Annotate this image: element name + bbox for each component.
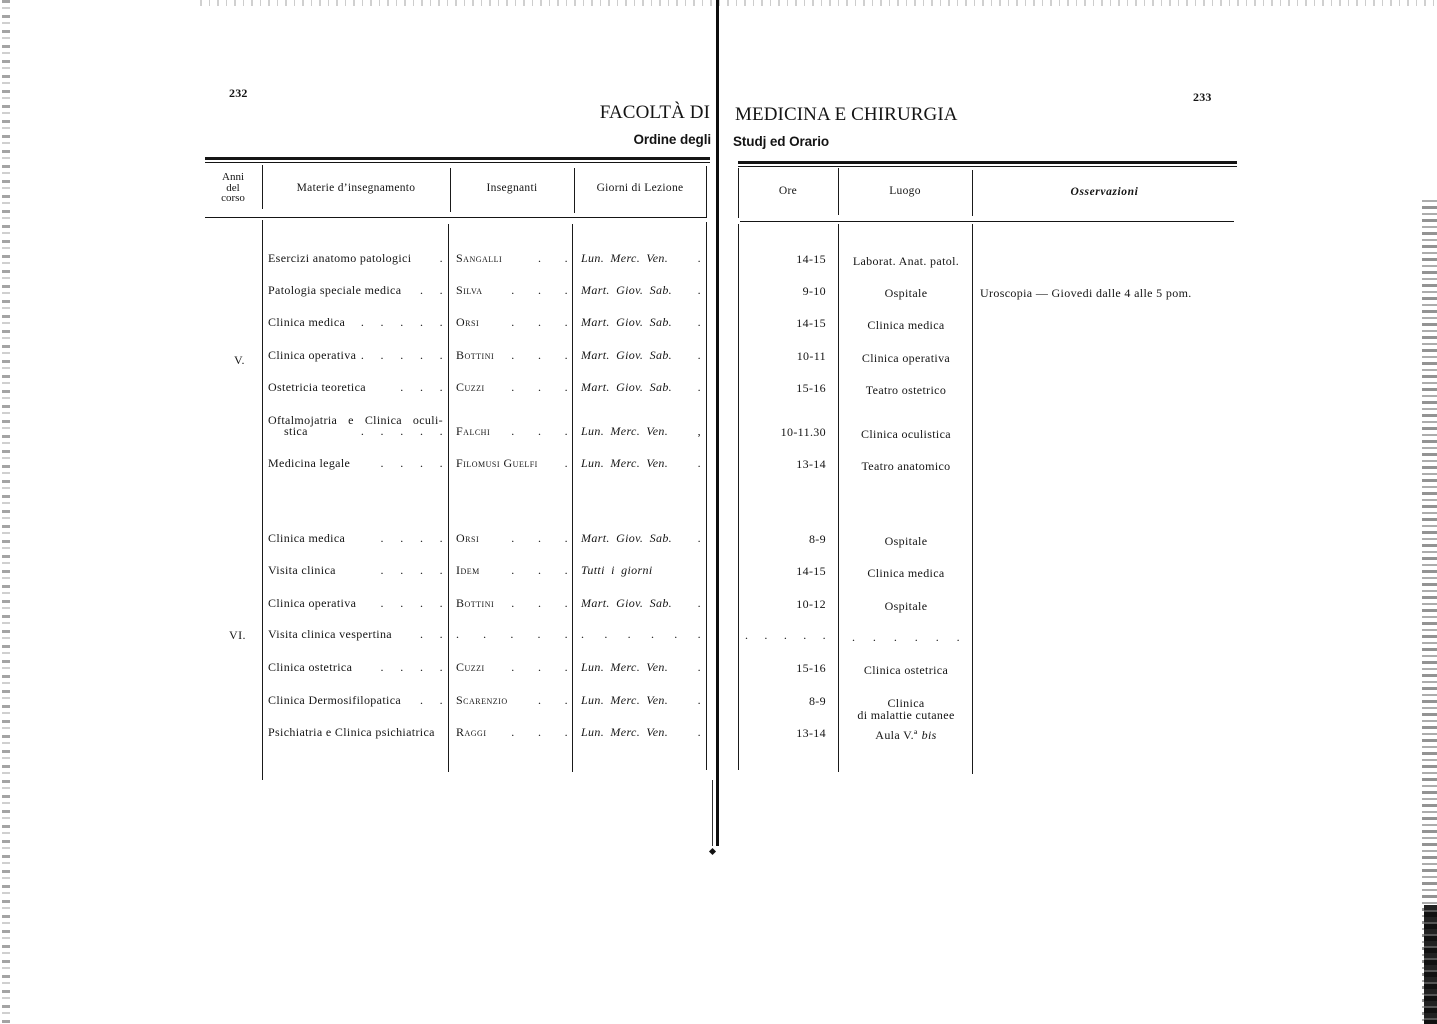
lesson-hours: 14-15 [796,564,826,578]
dot-leader: . . . . . [360,424,443,438]
dot-leader: . [697,283,701,297]
page-subtitle-left: Ordine degli [633,132,711,147]
teacher-name: Idem [456,563,480,577]
lesson-days: Mart. Giov. Sab. [581,380,673,394]
subject-label: Visita clinica [268,563,336,577]
teacher-cell [456,314,568,330]
dot-leader: . . . [400,380,443,394]
subject-cell [268,562,443,578]
hours-cell [745,283,826,299]
subject-label: Clinica operativa [268,348,357,362]
header-subject: Materie d’insegnamento [296,182,416,194]
dot-leader: . [697,456,701,470]
lesson-hours: 8-9 [808,694,826,708]
dot-leader: . [697,251,701,265]
subject-cell [268,455,443,471]
lesson-place: Clinica oculistica [861,427,951,441]
subject-cell [268,314,443,330]
teacher-name: Scarenzio [456,693,508,707]
place-cell [840,253,972,269]
hours-cell [745,348,826,364]
dot-leader: . . . . [380,563,443,577]
header-days: Giorni di Lezione [596,182,684,194]
dot-leader: . . . [511,531,568,545]
lesson-hours: 9-10 [802,284,826,298]
teacher-name: Raggi [456,725,487,739]
lesson-days: Tutti i giorni [581,563,653,577]
lesson-place: Ospitale [884,599,928,613]
lesson-days: Lun. Merc. Ven. [581,660,669,674]
dot-leader: . . . . [380,596,443,610]
lesson-place: Clinica medica [867,566,945,580]
dot-leader: . . . [511,283,568,297]
subject-label: Medicina legale [268,456,351,470]
place-cell [840,533,972,549]
hours-cell [745,725,826,741]
teacher-cell [456,347,568,363]
hours-cell [745,563,826,579]
place-cell [840,285,972,301]
dot-leader: . . [419,283,443,297]
lesson-days: Lun. Merc. Ven. [581,693,669,707]
lesson-hours: 13-14 [796,726,826,740]
teacher-name: Orsi [456,315,480,329]
dot-leader: . [697,380,701,394]
page-number-right: 233 [1193,90,1212,104]
lesson-days-cell [581,250,701,266]
subject-label: Ostetricia teoretica [268,380,366,394]
lesson-days: Mart. Giov. Sab. [581,348,673,362]
subject-label: Patologia speciale medica [268,283,402,297]
lesson-place: Ospitale [884,286,928,300]
hours-cell [745,596,826,612]
lesson-days: Mart. Giov. Sab. [581,531,673,545]
dot-leader: . . . [511,380,568,394]
subject-cell [268,250,443,266]
lesson-days: Mart. Giov. Sab. [581,596,673,610]
dot-leader: . . . . . [745,628,826,642]
dot-leader: . . . [511,596,568,610]
lesson-days: Lun. Merc. Ven. [581,424,669,438]
dot-leader: . [697,531,701,545]
dot-leader: . . . [511,348,568,362]
lesson-days-cell [581,455,701,471]
lesson-days: Mart. Giov. Sab. [581,315,673,329]
lesson-days-cell [581,659,701,675]
lesson-hours: 8-9 [808,532,826,546]
subject-label: Esercizi anatomo patologici [268,251,412,265]
lesson-days-cell [581,379,701,395]
dot-leader: . [439,251,443,265]
lesson-days-cell [581,282,701,298]
subject-label: Clinica medica [268,315,346,329]
lesson-days: Mart. Giov. Sab. [581,283,673,297]
hours-cell [745,380,826,396]
lesson-days-cell [581,562,701,578]
teacher-name: Cuzzi [456,660,485,674]
header-year-line: Anni [222,171,244,183]
dot-leader: . . . . [380,660,443,674]
year-of-course-label: V. [234,353,245,367]
notes-text: Uroscopia — Giovedi dalle 4 alle 5 pom. [980,286,1192,300]
teacher-cell [456,530,568,546]
place-cell [840,458,972,474]
subject-label: Clinica ostetrica [268,660,353,674]
place-cell [840,317,972,333]
dot-leader: . [697,315,701,329]
hours-cell [745,251,826,267]
lesson-days-cell [581,724,701,740]
header-place: Luogo [889,185,921,197]
teacher-cell [456,282,568,298]
page-subtitle-right: Studj ed Orario [733,134,830,149]
lesson-hours: 15-16 [796,381,826,395]
header-notes: Osservazioni [1070,186,1139,198]
subject-cell [268,530,443,546]
hours-cell [745,531,826,547]
hours-cell [745,693,826,709]
header-hours: Ore [778,185,798,197]
subject-cell [268,724,443,740]
dot-leader: . [697,596,701,610]
dot-leader: . . . [511,315,568,329]
subject-cell [268,379,443,395]
subject-cell [268,659,443,675]
teacher-name: Orsi [456,531,480,545]
hours-cell [745,315,826,331]
subject-label: Clinica medica [268,531,346,545]
dot-leader: . . . . . [360,348,443,362]
lesson-days-cell [581,347,701,363]
lesson-place: Teatro ostetrico [865,383,947,397]
teacher-cell [456,595,568,611]
place-cell [840,662,972,678]
lesson-place: Clinica operativa [861,351,951,365]
dot-leader: . . . . . [360,315,443,329]
subject-cell [268,595,443,611]
teacher-cell [456,379,568,395]
subject-cell [268,282,443,298]
dot-leader: . . [419,693,443,707]
teacher-cell [456,724,568,740]
dot-leader: . . . . . . [852,630,960,644]
lesson-hours: 10-11.30 [780,425,826,439]
teacher-cell [456,562,568,578]
lesson-days: Lun. Merc. Ven. [581,725,669,739]
dot-leader: . [697,660,701,674]
hours-cell [745,660,826,676]
page-title-left: FACOLTÀ DI [599,102,710,123]
lesson-place: Aula V.ª [875,728,918,742]
teacher-cell [456,423,568,439]
dot-leader: . [697,348,701,362]
hours-cell [745,627,826,643]
hours-cell [745,424,826,440]
teacher-name: Silva [456,283,483,297]
teacher-name: Falchi [456,424,491,438]
dot-leader: . . . . [380,531,443,545]
subject-cell [268,423,443,439]
header-teacher: Insegnanti [486,182,538,194]
place-cell [840,565,972,581]
lesson-place: Ospitale [884,534,928,548]
subject-cell [268,626,443,642]
lesson-place: Clinica ostetrica [863,663,949,677]
dot-leader: . [697,725,701,739]
lesson-place-suffix: bis [921,728,937,742]
teacher-name: Filomusi Guelfi [456,456,538,470]
header-year-line: corso [221,192,245,204]
dot-leader: . . . [511,725,568,739]
subject-label: Visita clinica vespertina [268,627,392,641]
subject-label: Clinica Dermosifilopatica [268,693,402,707]
teacher-cell [456,692,568,708]
dot-leader: . . [537,251,568,265]
subject-label: Psichiatria e Clinica psichiatrica [268,725,435,739]
subject-label: Clinica operativa [268,596,357,610]
dot-leader: . . . [511,424,568,438]
teacher-name: Cuzzi [456,380,485,394]
lesson-days-cell [581,314,701,330]
place-cell [840,727,972,743]
lesson-place: Clinica medica [867,318,945,332]
hours-cell [745,456,826,472]
teacher-name: Bottini [456,348,495,362]
year-of-course-label: VI. [229,628,246,642]
place-cell [840,382,972,398]
dot-leader: . [697,693,701,707]
place-cell [840,707,972,723]
page-number-left: 232 [229,86,248,100]
page-title-right: MEDICINA E CHIRURGIA [735,104,958,125]
dot-leader: , [697,424,701,438]
lesson-place: Teatro anatomico [861,459,951,473]
lesson-days-cell [581,423,701,439]
teacher-name: Sangalli [456,251,503,265]
teacher-cell [456,659,568,675]
lesson-hours: 15-16 [796,661,826,675]
dot-leader: . . . . . [456,627,568,641]
lesson-days-cell [581,530,701,546]
dot-leader: . . [419,627,443,641]
subject-label: stica [284,424,308,438]
subject-cell: Oftalmojatria e Clinica oculi- [268,413,443,427]
lesson-hours: 14-15 [796,316,826,330]
lesson-place: di malattie cutanee [857,708,955,722]
subject-cell [268,347,443,363]
lesson-hours: 10-11 [796,349,826,363]
teacher-cell [456,626,568,642]
lesson-hours: 14-15 [796,252,826,266]
dot-leader: . . . [511,660,568,674]
place-cell [840,598,972,614]
dot-leader: . . . . [380,456,443,470]
dot-leader: . . [537,693,568,707]
dot-leader: . [564,456,568,470]
lesson-days: Lun. Merc. Ven. [581,456,669,470]
teacher-name: Bottini [456,596,495,610]
place-cell [840,350,972,366]
lesson-place: Clinica [887,696,925,710]
lesson-hours: 10-12 [796,597,826,611]
dot-leader: . . . [511,563,568,577]
lesson-days-cell [581,626,701,642]
lesson-days: Lun. Merc. Ven. [581,251,669,265]
subject-cell [268,692,443,708]
lesson-days-cell [581,595,701,611]
place-cell [840,629,972,645]
lesson-hours: 13-14 [796,457,826,471]
lesson-days-cell [581,692,701,708]
notes-cell [980,285,1220,301]
teacher-cell [456,250,568,266]
lesson-place: Laborat. Anat. patol. [852,254,960,268]
dot-leader: . . . . . . [581,627,701,641]
header-year-line: del [226,181,240,194]
teacher-cell [456,455,568,471]
place-cell [840,426,972,442]
